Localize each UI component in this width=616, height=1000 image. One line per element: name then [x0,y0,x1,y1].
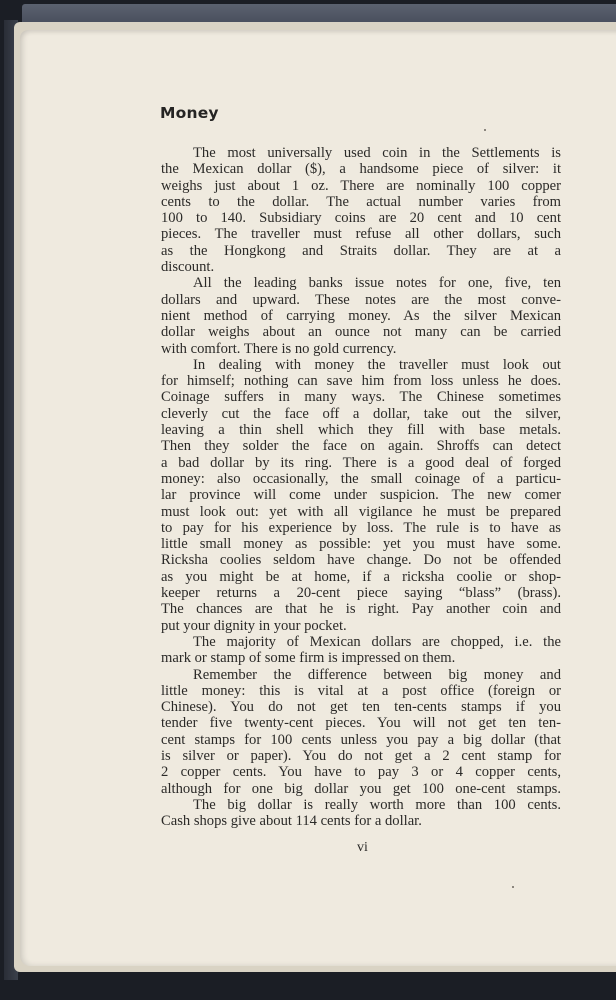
text-line: put your dignity in your pocket. [161,617,347,634]
text-line: 100 to 140. Subsidiary coins are 20 cent and 10 cent [161,210,561,227]
text-line: although for one big dollar you get 100 one-cent stamps. [161,780,561,797]
section-heading: Money [160,104,219,122]
text-line: The big dollar is really worth more than 100 cents. [193,796,561,813]
text-line: cent stamps for 100 cents unless you pay a big dollar (that [161,731,561,748]
text-line: Remember the difference between big money and [193,666,561,683]
text-line: cents to the dollar. The actual number varies from [161,193,561,210]
text-line: Chinese). You do not get ten ten-cents stamps if you [161,699,561,716]
text-line: tender five twenty-cent pieces. You will not get ten ten- [161,715,561,732]
text-line: little money: this is vital at a post office (foreign or [161,682,561,699]
text-line: Coinage suffers in many ways. The Chinese sometimes [161,389,561,406]
text-line: must look out: yet with all vigilance he must be prepared [161,503,561,520]
text-line: keeper returns a 20-cent piece saying “blass” (brass). [161,585,561,602]
text-line: lar province will come under suspicion. The new comer [161,487,561,504]
text-line: Then they solder the face on again. Shroffs can detect [161,438,561,455]
text-line: leaving a thin shell which they fill with base metals. [161,422,561,439]
text-line: nient method of carrying money. As the silver Mexican [161,307,561,324]
paper-speck [512,886,514,888]
text-line: The majority of Mexican dollars are chopped, i.e. the [193,633,561,650]
text-line: Cash shops give about 114 cents for a dollar. [161,813,422,830]
text-line: 2 copper cents. You have to pay 3 or 4 copper cents, [161,764,561,781]
text-line: is silver or paper). You do not get a 2 cent stamp for [161,747,561,764]
text-line: pieces. The traveller must refuse all other dollars, such [161,226,561,243]
text-line: Ricksha coolies seldom have change. Do not be offended [161,552,561,569]
text-line: The most universally used coin in the Settlements is [193,145,561,161]
text-line: discount. [161,259,215,276]
text-line: dollars and upward. These notes are the most conve- [161,291,561,308]
text-line: to pay for his experience by loss. The rule is to have as [161,519,561,536]
text-line: with comfort. There is no gold currency. [161,340,397,357]
paper-speck [484,129,486,131]
text-line: little small money as possible: yet you must have some. [161,536,561,553]
text-line: as you might be at home, if a ricksha coolie or shop- [161,568,561,585]
text-line: dollar weighs about an ounce not many can be carried [161,324,561,341]
text-line: for himself; nothing can save him from loss unless he does. [161,373,561,390]
text-line: cleverly cut the face off a dollar, take out the silver, [161,405,561,422]
text-line: The chances are that he is right. Pay another coin and [161,601,561,618]
text-line: as the Hongkong and Straits dollar. They are at a [161,242,561,259]
text-line: weighs just about 1 oz. There are nominally 100 copper [161,177,561,194]
text-line: In dealing with money the traveller must look out [193,356,561,373]
body-text [161,145,561,829]
page-number: vi [357,840,368,855]
text-line: mark or stamp of some firm is impressed on them. [161,650,456,667]
text-line: money: also occasionally, the small coinage of a particu- [161,470,561,487]
text-line: a bad dollar by its ring. There is a good deal of forged [161,454,561,471]
text-line: the Mexican dollar ($), a handsome piece of silver: it [161,161,561,178]
text-line: All the leading banks issue notes for one, five, ten [193,275,561,292]
